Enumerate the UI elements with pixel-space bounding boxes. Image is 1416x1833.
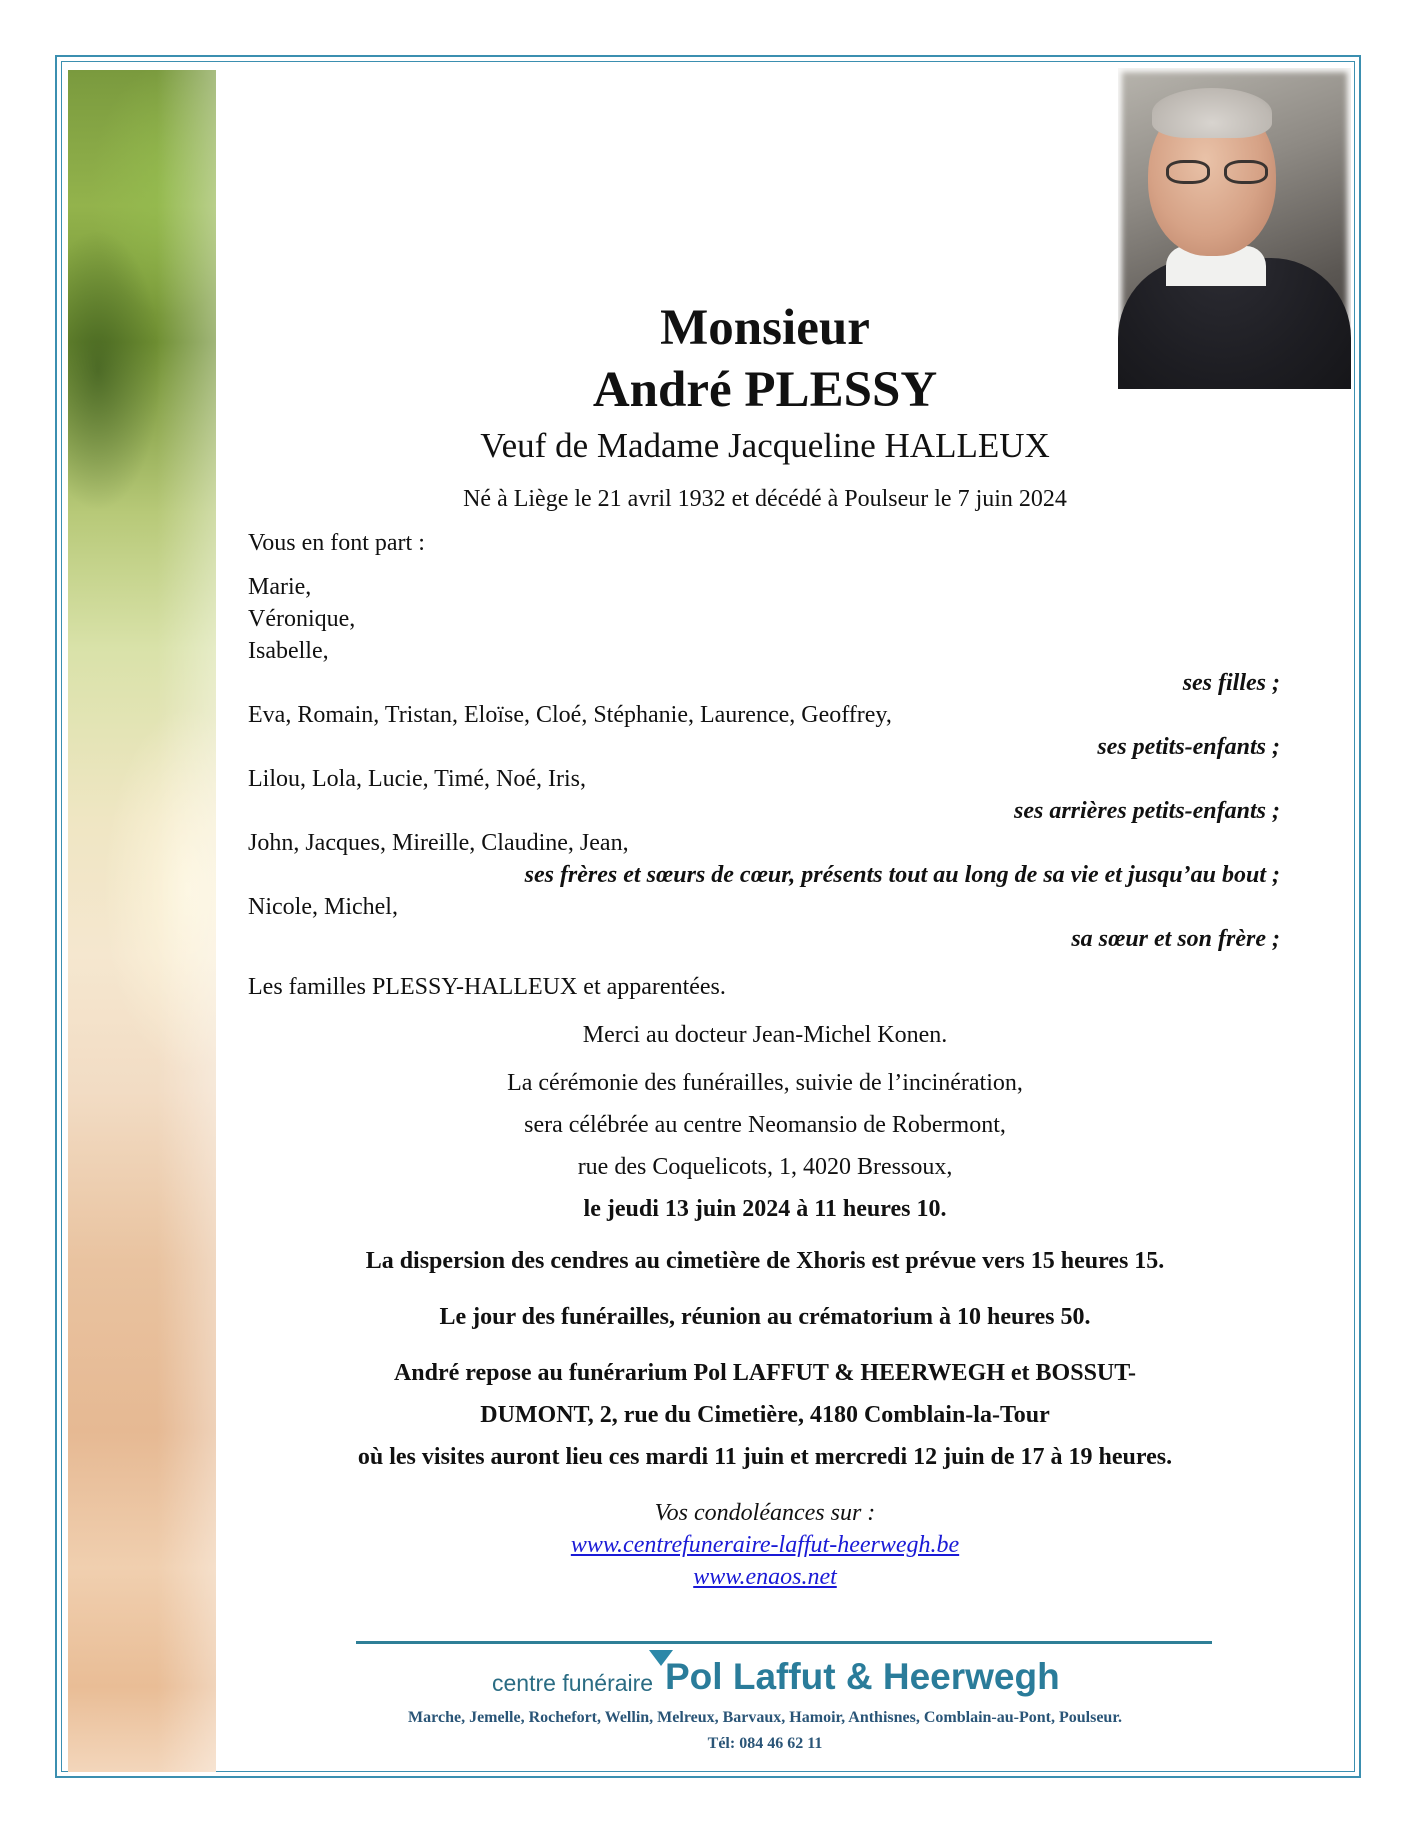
spouse-line: Veuf de Madame Jacqueline HALLEUX [480,426,1050,465]
repose-line-1: André repose au funérarium Pol LAFFUT & HEERWEGH et BOSSUT- [393,1360,1137,1386]
footer-divider [356,1641,1212,1644]
heart-siblings-label: ses frères et sœurs de cœur, présents tout au long de sa vie et jusqu’au bout ; [524,862,1280,888]
great-grandchildren-label: ses arrières petits-enfants ; [1014,798,1280,824]
condolences-link-laffut[interactable]: www.centrefuneraire-laffut-heerwegh.be [570,1532,960,1558]
grandchildren-label: ses petits-enfants ; [1097,734,1280,760]
forest-path-image [68,70,216,1772]
honorific-title: Monsieur [660,300,870,356]
daughter-name: Isabelle, [248,638,329,664]
ceremony-line-1: La cérémonie des funérailles, suivie de l’incinération, [507,1070,1023,1096]
thanks-line: Merci au docteur Jean-Michel Konen. [582,1022,948,1048]
logo-name: Pol Laffut & Heerwegh [665,1656,1060,1697]
grandchildren-names: Eva, Romain, Tristan, Eloïse, Cloé, Stéphanie, Laurence, Geoffrey, [248,702,892,728]
intro-text: Vous en font part : [248,530,425,556]
ceremony-line-3: rue des Coquelicots, 1, 4020 Bressoux, [577,1154,953,1180]
condolences-link-enaos[interactable]: www.enaos.net [693,1564,837,1590]
siblings-names: Nicole, Michel, [248,894,398,920]
daughter-name: Véronique, [248,606,356,632]
daughters-label: ses filles ; [1182,670,1280,696]
families-line: Les familles PLESSY-HALLEUX et apparentées. [248,974,726,1000]
repose-line-3: où les visites auront lieu ces mardi 11 juin et mercredi 12 juin de 17 à 19 heures. [357,1444,1173,1470]
deceased-name: André PLESSY [592,362,938,418]
heart-siblings-names: John, Jacques, Mireille, Claudine, Jean, [248,830,629,856]
ceremony-date: le jeudi 13 juin 2024 à 11 heures 10. [583,1196,947,1222]
footer-phone: Tél: 084 46 62 11 [707,1735,823,1752]
repose-line-2: DUMONT, 2, rue du Cimetière, 4180 Comblain-la-Tour [480,1402,1050,1428]
great-grandchildren-names: Lilou, Lola, Lucie, Timé, Noé, Iris, [248,766,586,792]
logo-subtitle: centre funéraire [492,1670,654,1696]
dispersion-line: La dispersion des cendres au cimetière de Xhoris est prévue vers 15 heures 15. [365,1248,1165,1274]
birth-death-line: Né à Liège le 21 avril 1932 et décédé à Poulseur le 7 juin 2024 [463,486,1067,512]
ceremony-line-2: sera célébrée au centre Neomansio de Robermont, [524,1112,1006,1138]
siblings-label: sa sœur et son frère ; [1071,926,1280,952]
daughter-name: Marie, [248,574,312,600]
footer-cities: Marche, Jemelle, Rochefort, Wellin, Melreux, Barvaux, Hamoir, Anthisnes, Comblain-au-Pont, Poulseur. [408,1709,1122,1726]
meeting-line: Le jour des funérailles, réunion au crématorium à 10 heures 50. [439,1304,1091,1330]
condolences-label: Vos condoléances sur : [654,1500,876,1526]
